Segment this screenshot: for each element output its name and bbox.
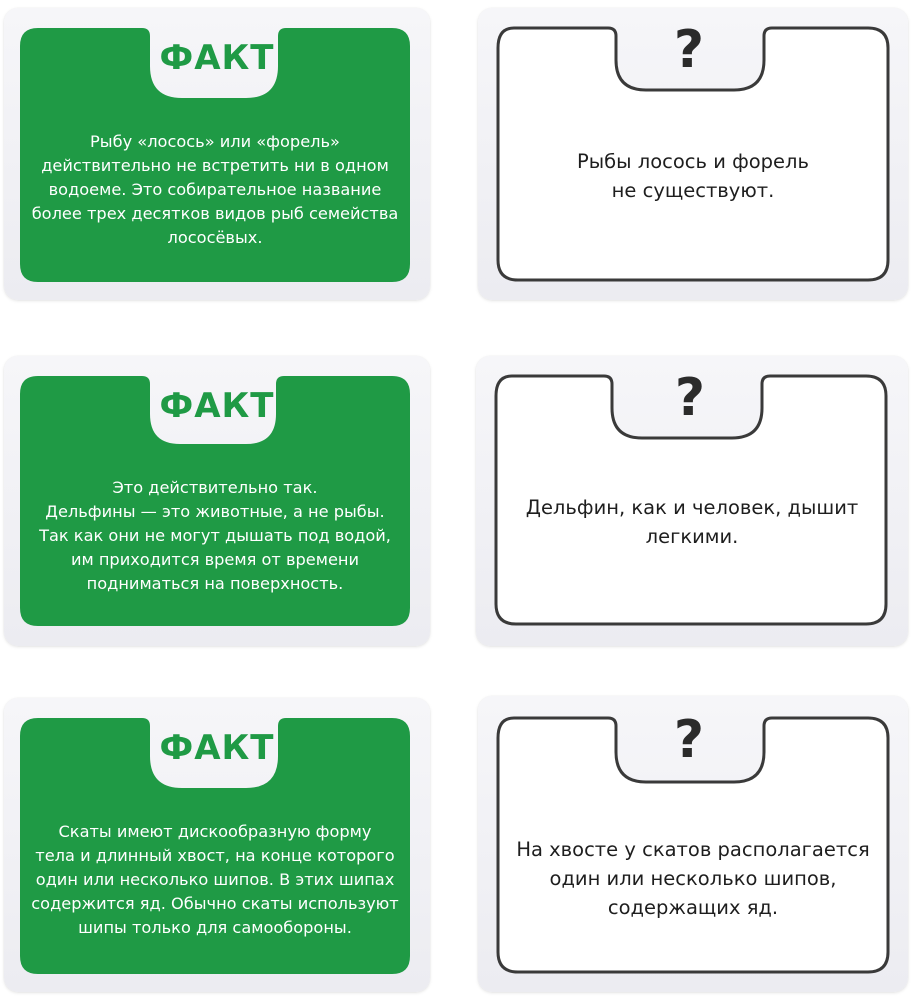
question-line: На хвосте у скатов располагается [516,837,870,861]
question-line: Рыбы лосось и форель [576,150,810,173]
question-line: легкими. [645,525,739,548]
fact-line: подниматься на поверхность. [86,574,344,593]
fact-line: содержится яд. Обычно скаты используют [31,894,399,913]
fact-line: действительно не встретить ни в одном [41,156,389,175]
fact-card-salmon [4,8,430,300]
fact-line: один или несколько шипов. В этих шипах [35,870,395,889]
fact-line: им приходится время от времени [70,550,360,569]
fact-line: Рыбу «лосось» или «форель» [90,132,340,151]
fact-line: Дельфины — это животные, а не рыбы. [45,502,385,521]
fact-line: водоеме. Это собирательное название [48,180,382,199]
question-text [508,132,878,220]
question-mark-icon: ? [673,710,705,770]
question-text [506,478,878,566]
fact-text [31,120,399,260]
question-line: не существуют. [611,179,775,202]
question-card-salmon [478,8,908,300]
fact-line: Так как они не могут дышать под водой, [39,526,391,545]
fact-text [31,810,399,950]
question-mark-icon: ? [673,20,705,80]
question-line: один или несколько шипов, [549,866,837,890]
question-line: Дельфин, как и человек, дышит [525,496,859,519]
fact-label: ФАКТ [159,728,275,768]
fact-text [34,466,396,606]
fact-line: более трех десятков видов рыб семейства [31,204,399,223]
question-line: содержащих яд. [607,895,779,919]
fact-label: ФАКТ [159,386,275,426]
fact-line: Это действительно так. [112,478,318,497]
fact-label: ФАКТ [159,38,275,78]
fact-line: тела и длинный хвост, на конце которого [35,846,395,865]
question-text [506,820,880,936]
fact-card-dolphin [4,356,430,646]
fact-card-stingray [4,698,430,992]
question-mark-icon: ? [674,368,706,428]
fact-line: Скаты имеют дискообразную форму [58,822,372,841]
question-card-dolphin [476,356,908,646]
fact-line: лососёвых. [167,228,263,247]
question-card-stingray [478,696,908,992]
fact-line: шипы только для самообороны. [78,918,352,937]
